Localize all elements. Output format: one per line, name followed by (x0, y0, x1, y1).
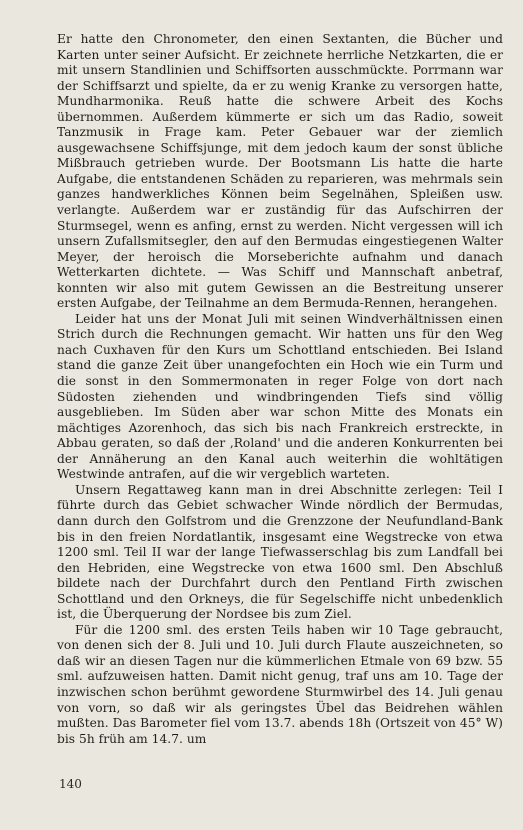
paragraph-3: Unsern Regattaweg kann man in drei Abschnitte zerlegen: Teil I führte durch das Gebiet schwacher Winde nördlich der Bermudas, dann durch den Golfstrom und die Grenzzone der Neufundland-Bank bis in den freien Nordatlantik, insgesamt eine Wegstrecke von etwa 1200 sml. Teil II war der lange Tiefwasserschlag bis zum Landfall bei den Hebriden, eine Wegstrecke von etwa 1600 sml. Den Abschluß bildete nach der Durchfahrt durch den Pentland Firth zwischen Schottland und den Orkneys, die für Segelschiffe nicht unbedenklich ist, die Überquerung der Nordsee bis zum Ziel. (57, 482, 503, 622)
body-text (57, 32, 503, 747)
paragraph-1: Er hatte den Chronometer, den einen Sextanten, die Bücher und Karten unter seiner Aufsicht. Er zeichnete herrliche Netzkarten, die er mit unsern Standlinien und Schiffsorten ausschmückte. Porrmann war der Schiffsarzt und spielte, da er zu wenig Kranke zu versorgen hatte, Mundharmonika. Reuß hatte die schwere Arbeit des Kochs übernommen. Außerdem kümmerte er sich um das Radio, soweit Tanzmusik in Frage kam. Peter Gebauer war der ziemlich ausgewachsene Schiffsjunge, mit dem jedoch kaum der sonst übliche Mißbrauch getrieben wurde. Der Bootsmann Lis hatte die harte Aufgabe, die entstandenen Schäden zu reparieren, was mehrmals sein ganzes handwerkliches Können beim Segelnähen, Spleißen usw. verlangte. Außerdem war er zuständig für das Aufschirren der Sturmsegel, wenn es anfing, ernst zu werden. Nicht vergessen will ich unsern Zufallsmitsegler, den auf den Bermudas eingestiegenen Walter Meyer, der heroisch die Morseberichte aufnahm und danach Wetterkarten dichtete. — Was Schiff und Mannschaft anbetraf, konnten wir also mit gutem Gewissen an die Bestreitung unserer ersten Aufgabe, der Teilnahme an dem Bermuda-Rennen, herangehen. (57, 32, 503, 311)
paragraph-2: Leider hat uns der Monat Juli mit seinen Windverhältnissen einen Strich durch die Rechnungen gemacht. Wir hatten uns für den Weg nach Cuxhaven für den Kurs um Schottland entschieden. Bei Island stand die ganze Zeit über unangefochten ein Hoch wie ein Turm und die sonst in den Sommermonaten in reger Folge von dort nach Südosten ziehenden und windbringenden Tiefs sind völlig ausgeblieben. Im Süden aber war schon Mitte des Monats ein mächtiges Azorenhoch, das sich bis nach Frankreich erstreckte, in Abbau geraten, so daß der ‚Roland' und die anderen Konkurrenten bei der Annäherung an den Kanal auch weiterhin die wohltätigen Westwinde antrafen, auf die wir vergeblich warteten. (57, 311, 503, 482)
page-number: 140 (59, 777, 82, 791)
paragraph-4: Für die 1200 sml. des ersten Teils haben wir 10 Tage gebraucht, von denen sich der 8. Juli und 10. Juli durch Flaute auszeichneten, so daß wir an diesen Tagen nur die kümmerlichen Etmale von 69 bzw. 55 sml. aufzuweisen hatten. Damit nicht genug, traf uns am 10. Tage der inzwischen schon berühmt gewordene Sturmwirbel des 14. Juli genau von vorn, so daß wir als geringstes Übel das Beidrehen wählen mußten. Das Barometer fiel vom 13.7. abends 18h (Ortszeit von 45° W) bis 5h früh am 14.7. um (57, 622, 503, 746)
